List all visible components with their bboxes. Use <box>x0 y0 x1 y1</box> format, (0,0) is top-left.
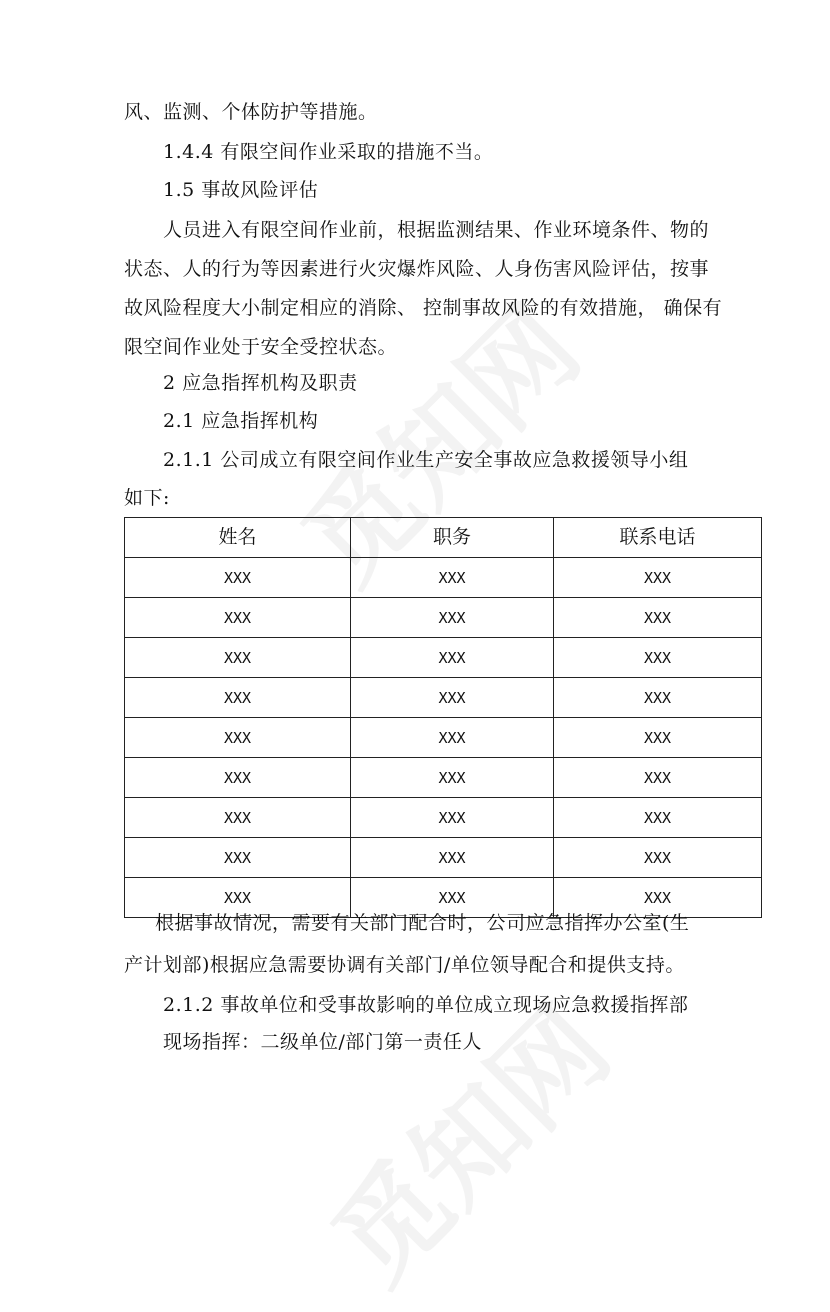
leadership-table <box>124 517 762 918</box>
cell-position: XXX <box>351 798 554 838</box>
cell-position: XXX <box>351 838 554 878</box>
cell-phone: XXX <box>554 598 762 638</box>
section-1-4-4: 1.4.4 有限空间作业采取的措施不当。 <box>163 141 494 163</box>
cell-phone: XXX <box>554 798 762 838</box>
paragraph-line: 根据事故情况，需要有关部门配合时，公司应急指挥办公室(生 <box>155 912 690 934</box>
cell-name: XXX <box>125 718 351 758</box>
table-row <box>125 678 762 718</box>
cell-position: XXX <box>351 638 554 678</box>
cell-position: XXX <box>351 558 554 598</box>
table-row <box>125 598 762 638</box>
cell-position: XXX <box>351 718 554 758</box>
section-2-heading: 2 应急指挥机构及职责 <box>163 372 358 394</box>
header-position: 职务 <box>351 518 554 558</box>
cell-name: XXX <box>125 598 351 638</box>
cell-phone: XXX <box>554 878 762 918</box>
header-phone: 联系电话 <box>554 518 762 558</box>
cell-position: XXX <box>351 878 554 918</box>
cell-phone: XXX <box>554 638 762 678</box>
paragraph-line: 产计划部)根据应急需要协调有关部门/单位领导配合和提供支持。 <box>124 954 685 976</box>
table-row <box>125 558 762 598</box>
cell-position: XXX <box>351 598 554 638</box>
cell-phone: XXX <box>554 558 762 598</box>
table-header-row <box>125 518 762 558</box>
paragraph-line: 如下: <box>124 487 170 509</box>
table-row <box>125 638 762 678</box>
paragraph-line: 人员进入有限空间作业前，根据监测结果、作业环境条件、物的 <box>163 219 710 241</box>
table-row <box>125 758 762 798</box>
watermark-lower <box>292 966 637 1311</box>
table-row <box>125 838 762 878</box>
cell-name: XXX <box>125 838 351 878</box>
cell-name: XXX <box>125 758 351 798</box>
section-2-1-heading: 2.1 应急指挥机构 <box>163 410 319 432</box>
cell-position: XXX <box>351 678 554 718</box>
cell-name: XXX <box>125 638 351 678</box>
cell-phone: XXX <box>554 758 762 798</box>
cell-phone: XXX <box>554 718 762 758</box>
cell-name: XXX <box>125 678 351 718</box>
paragraph-line: 限空间作业处于安全受控状态。 <box>124 336 398 358</box>
paragraph-line: 故风险程度大小制定相应的消除、 控制事故风险的有效措施， 确保有 <box>124 297 723 319</box>
cell-position: XXX <box>351 758 554 798</box>
paragraph-line: 状态、人的行为等因素进行火灾爆炸风险、人身伤害风险评估，按事 <box>124 258 710 280</box>
section-2-1-2: 2.1.2 事故单位和受事故影响的单位成立现场应急救援指挥部 <box>163 994 689 1016</box>
paragraph-line: 风、监测、个体防护等措施。 <box>124 101 378 123</box>
cell-name: XXX <box>125 798 351 838</box>
cell-phone: XXX <box>554 838 762 878</box>
table-row <box>125 718 762 758</box>
paragraph-line: 现场指挥：二级单位/部门第一责任人 <box>163 1031 482 1053</box>
table-row <box>125 798 762 838</box>
cell-phone: XXX <box>554 678 762 718</box>
section-1-5-heading: 1.5 事故风险评估 <box>163 179 319 201</box>
section-2-1-1: 2.1.1 公司成立有限空间作业生产安全事故应急救援领导小组 <box>163 449 689 471</box>
cell-name: XXX <box>125 558 351 598</box>
cell-name: XXX <box>125 878 351 918</box>
header-name: 姓名 <box>125 518 351 558</box>
